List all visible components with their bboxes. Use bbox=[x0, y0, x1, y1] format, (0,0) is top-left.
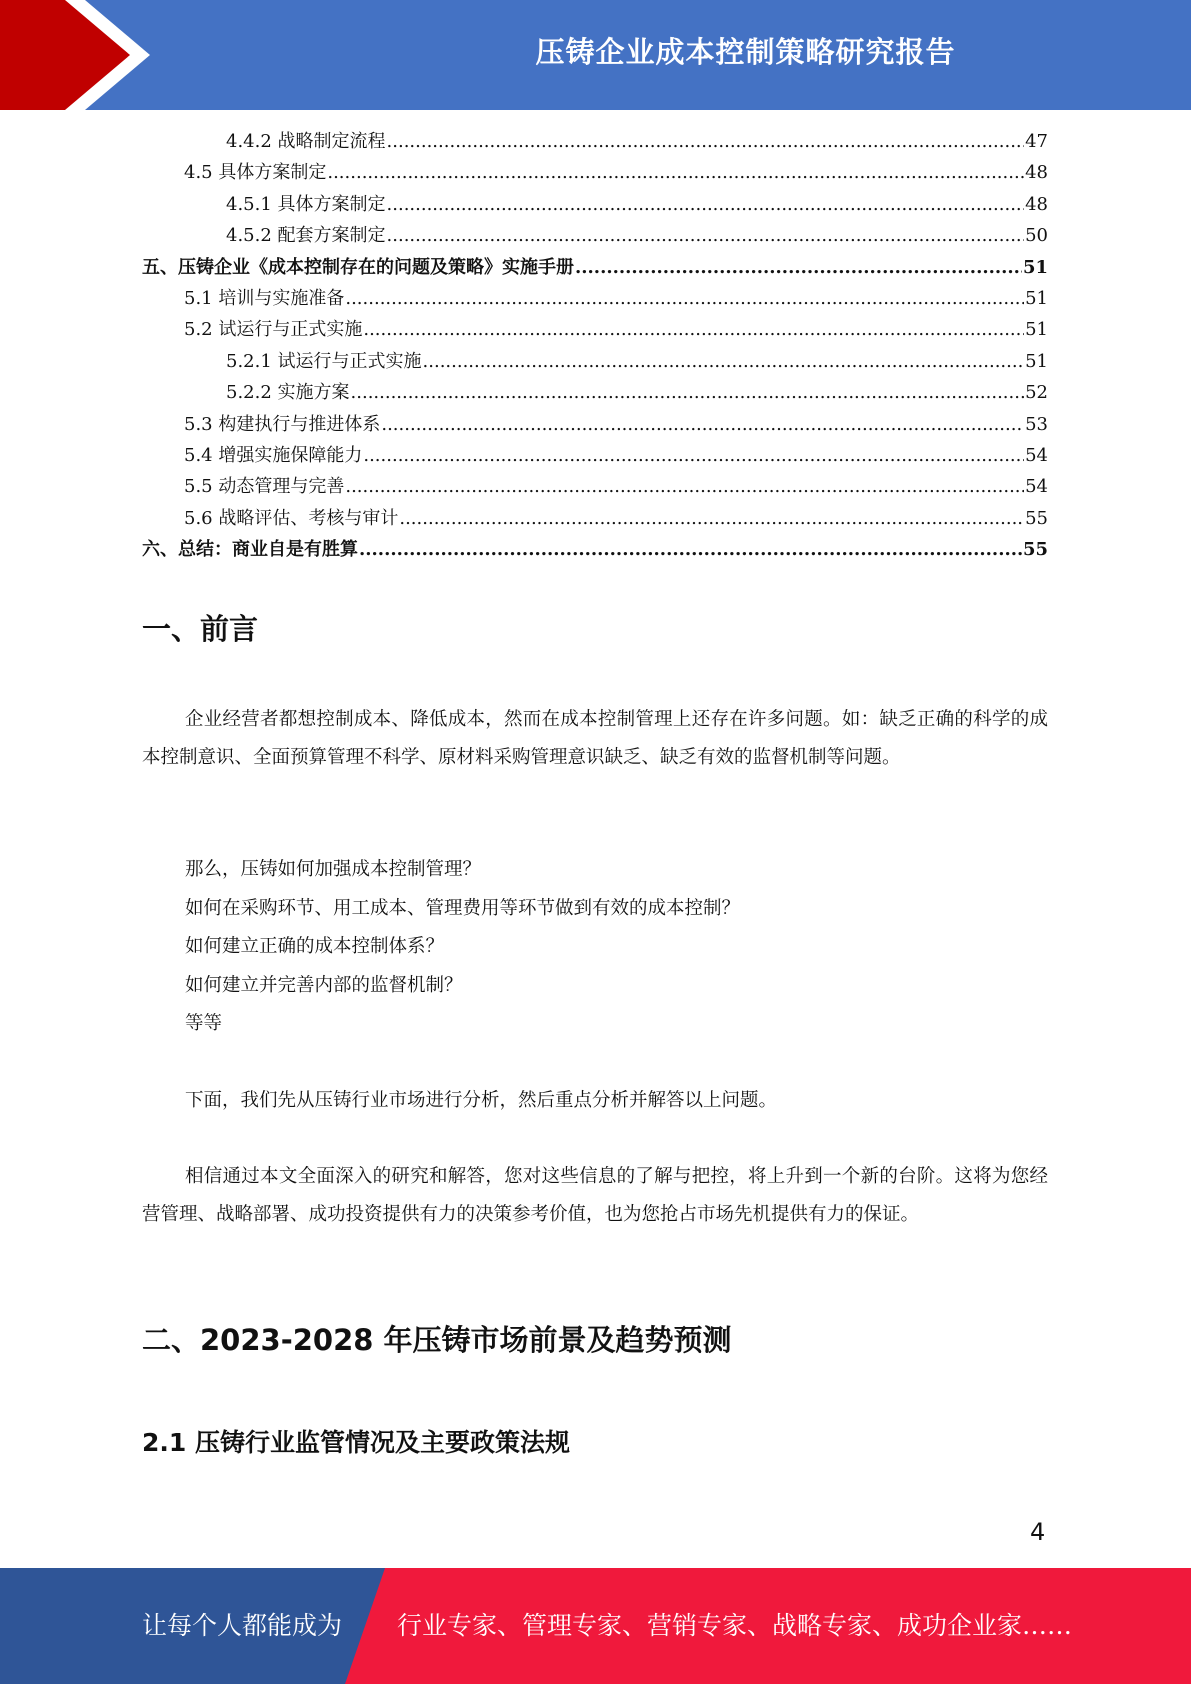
toc-leader-dots bbox=[351, 377, 1025, 408]
toc-entry-page: 51 bbox=[1025, 350, 1048, 372]
toc-entry-title: 六、总结：商业自是有胜算 bbox=[142, 539, 358, 561]
toc-entry[interactable] bbox=[142, 503, 1048, 534]
toc-entry[interactable] bbox=[142, 189, 1048, 220]
question-list bbox=[185, 851, 740, 1044]
toc-leader-dots bbox=[387, 126, 1025, 157]
toc-entry-title: 5.2.2 实施方案 bbox=[226, 382, 350, 404]
toc-leader-dots bbox=[381, 409, 1024, 440]
toc-leader-dots bbox=[363, 440, 1024, 471]
header-title: 压铸企业成本控制策略研究报告 bbox=[535, 34, 956, 69]
footer-slogan-left: 让每个人都能成为 bbox=[142, 1611, 343, 1640]
toc-entry-page: 55 bbox=[1022, 539, 1048, 561]
toc-entry-page: 54 bbox=[1025, 476, 1048, 498]
footer-slogan-right: 行业专家、管理专家、营销专家、战略专家、成功企业家…… bbox=[397, 1611, 1073, 1640]
toc-entry[interactable] bbox=[142, 252, 1048, 283]
toc-entry-title: 5.3 构建执行与推进体系 bbox=[184, 413, 381, 435]
toc-entry-page: 48 bbox=[1025, 162, 1048, 184]
toc-leader-dots bbox=[327, 157, 1024, 188]
section-heading-market-forecast: 二、2023-2028 年压铸市场前景及趋势预测 bbox=[142, 1323, 732, 1357]
page-header bbox=[0, 0, 1191, 110]
toc-entry[interactable] bbox=[142, 220, 1048, 251]
toc-entry-title: 4.4.2 战略制定流程 bbox=[226, 131, 386, 152]
toc-leader-dots bbox=[423, 346, 1025, 377]
toc-entry-page: 48 bbox=[1025, 193, 1048, 215]
question-item: 等等 bbox=[185, 1013, 223, 1034]
toc-entry[interactable] bbox=[142, 377, 1048, 408]
toc-entry[interactable] bbox=[142, 534, 1048, 565]
preface-paragraph-1: 企业经营者都想控制成本、降低成本，然而在成本控制管理上还存在许多问题。如：缺乏正确的科学的成本控制意识、全面预算管理不科学、原材料采购管理意识缺乏、缺乏有效的监督机制等问题。 bbox=[142, 709, 1048, 768]
toc-entry[interactable] bbox=[142, 314, 1048, 345]
toc-leader-dots bbox=[575, 252, 1022, 283]
table-of-contents bbox=[142, 126, 1048, 565]
toc-entry-title: 5.2.1 试运行与正式实施 bbox=[226, 350, 422, 372]
question-item: 如何在采购环节、用工成本、管理费用等环节做到有效的成本控制？ bbox=[185, 897, 741, 919]
page-footer bbox=[0, 1568, 1191, 1684]
preface-paragraph-3: 相信通过本文全面深入的研究和解答，您对这些信息的了解与把控，将上升到一个新的台阶。这将为您经营管理、战略部署、成功投资提供有力的决策参考价值，也为您抢占市场先机提供有力的保证。 bbox=[142, 1166, 1048, 1225]
toc-entry-page: 47 bbox=[1025, 131, 1048, 152]
toc-entry[interactable] bbox=[142, 346, 1048, 377]
toc-entry-page: 50 bbox=[1025, 225, 1048, 247]
toc-entry-title: 4.5.1 具体方案制定 bbox=[226, 193, 386, 215]
question-item: 如何建立并完善内部的监督机制？ bbox=[185, 974, 463, 996]
toc-entry[interactable] bbox=[142, 126, 1048, 157]
toc-entry[interactable] bbox=[142, 157, 1048, 188]
toc-entry[interactable] bbox=[142, 440, 1048, 471]
toc-entry[interactable] bbox=[142, 409, 1048, 440]
toc-leader-dots bbox=[345, 471, 1024, 502]
toc-entry-page: 55 bbox=[1025, 507, 1048, 529]
subsection-heading-regulation: 2.1 压铸行业监管情况及主要政策法规 bbox=[142, 1428, 570, 1457]
toc-leader-dots bbox=[387, 189, 1025, 220]
toc-entry-page: 52 bbox=[1025, 382, 1048, 404]
toc-entry[interactable] bbox=[142, 283, 1048, 314]
toc-leader-dots bbox=[363, 314, 1024, 345]
toc-entry-page: 53 bbox=[1025, 413, 1048, 435]
page-number: 4 bbox=[1030, 1518, 1046, 1546]
toc-entry-page: 54 bbox=[1025, 444, 1048, 466]
toc-entry-title: 4.5.2 配套方案制定 bbox=[226, 225, 386, 247]
toc-entry-title: 5.4 增强实施保障能力 bbox=[184, 444, 363, 466]
toc-entry-page: 51 bbox=[1022, 256, 1048, 278]
toc-leader-dots bbox=[359, 534, 1022, 565]
toc-entry-title: 五、压铸企业《成本控制存在的问题及策略》实施手册 bbox=[142, 256, 574, 278]
toc-entry-title: 4.5 具体方案制定 bbox=[184, 162, 327, 184]
toc-entry-title: 5.6 战略评估、考核与审计 bbox=[184, 507, 399, 529]
question-item: 那么，压铸如何加强成本控制管理？ bbox=[185, 859, 482, 880]
preface-paragraph-2: 下面，我们先从压铸行业市场进行分析，然后重点分析并解答以上问题。 bbox=[185, 1090, 778, 1111]
section-heading-preface: 一、前言 bbox=[142, 612, 259, 646]
toc-entry-title: 5.2 试运行与正式实施 bbox=[184, 319, 363, 341]
question-item: 如何建立正确的成本控制体系？ bbox=[185, 936, 445, 957]
toc-entry[interactable] bbox=[142, 471, 1048, 502]
toc-leader-dots bbox=[345, 283, 1024, 314]
header-chevron-decoration bbox=[0, 0, 160, 110]
toc-entry-title: 5.5 动态管理与完善 bbox=[184, 476, 345, 498]
toc-entry-title: 5.1 培训与实施准备 bbox=[184, 287, 345, 309]
toc-entry-page: 51 bbox=[1025, 319, 1048, 341]
toc-leader-dots bbox=[399, 503, 1024, 534]
toc-entry-page: 51 bbox=[1025, 287, 1048, 309]
toc-leader-dots bbox=[387, 220, 1025, 251]
